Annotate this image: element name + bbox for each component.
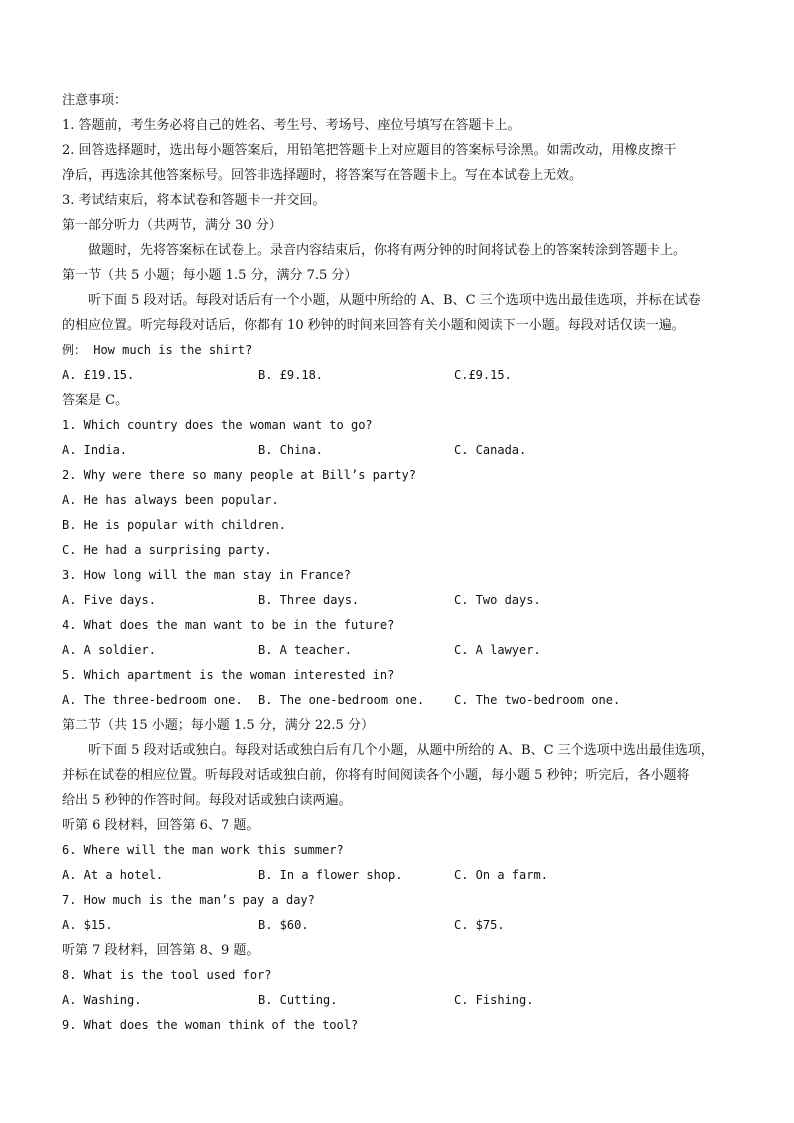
option-a: A. Five days. bbox=[62, 593, 156, 607]
option-c: C. Fishing. bbox=[454, 993, 534, 1007]
section2-intro-2: 并标在试卷的相应位置。听每段对话或独白前，你将有时间阅读各个小题，每小题 5 秒钟；听完后，各小题将 bbox=[62, 768, 690, 783]
question-7-options bbox=[62, 913, 732, 938]
question-8-options bbox=[62, 988, 732, 1013]
question-8: 8. What is the tool used for? bbox=[62, 968, 272, 982]
option-b: B. China. bbox=[258, 443, 324, 457]
option-c: C. Two days. bbox=[454, 593, 541, 607]
example-question: 例： How much is the shirt? bbox=[62, 343, 253, 357]
question-9: 9. What does the woman think of the tool? bbox=[62, 1018, 359, 1032]
question-5: 5. Which apartment is the woman interested in? bbox=[62, 668, 395, 682]
example-options bbox=[62, 363, 732, 388]
notice-item-2-cont: 净后，再选涂其他答案标号。回答非选择题时，将答案写在答题卡上。写在本试卷上无效。 bbox=[62, 168, 583, 183]
material-7-heading: 听第 7 段材料，回答第 8、9 题。 bbox=[62, 943, 260, 958]
question-6: 6. Where will the man work this summer? bbox=[62, 843, 344, 857]
notice-title: 注意事项： bbox=[62, 93, 128, 108]
question-2-option-a: A. He has always been popular. bbox=[62, 493, 279, 507]
material-6-heading: 听第 6 段材料，回答第 6、7 题。 bbox=[62, 818, 260, 833]
option-b: B. Cutting. bbox=[258, 993, 338, 1007]
question-1: 1. Which country does the woman want to go? bbox=[62, 418, 373, 432]
option-a: A. $15. bbox=[62, 918, 113, 932]
notice-item-3: 3. 考试结束后，将本试卷和答题卡一并交回。 bbox=[62, 193, 326, 208]
question-2: 2. Why were there so many people at Bill’s party? bbox=[62, 468, 417, 482]
option-a: A. A soldier. bbox=[62, 643, 156, 657]
section1-intro-1: 听下面 5 段对话。每段对话后有一个小题，从题中所给的 A、B、C 三个选项中选出最佳选项，并标在试卷 bbox=[88, 293, 701, 308]
option-b: B. $60. bbox=[258, 918, 309, 932]
question-3-options bbox=[62, 588, 732, 613]
option-c: C. $75. bbox=[454, 918, 505, 932]
option-c: C. On a farm. bbox=[454, 868, 548, 882]
option-a: A. At a hotel. bbox=[62, 868, 164, 882]
question-6-options bbox=[62, 863, 732, 888]
option-b: B. A teacher. bbox=[258, 643, 352, 657]
option-c: C. A lawyer. bbox=[454, 643, 541, 657]
question-7: 7. How much is the man’s pay a day? bbox=[62, 893, 315, 907]
option-b: B. £9.18. bbox=[258, 368, 324, 382]
part1-intro: 做题时，先将答案标在试卷上。录音内容结束后，你将有两分钟的时间将试卷上的答案转涂到答题卡上。 bbox=[88, 243, 687, 258]
exam-page bbox=[62, 88, 732, 1038]
part1-title: 第一部分听力（共两节，满分 30 分） bbox=[62, 218, 282, 233]
option-c: C. Canada. bbox=[454, 443, 527, 457]
question-2-option-c: C. He had a surprising party. bbox=[62, 543, 272, 557]
section1-intro-2: 的相应位置。听完每段对话后，你都有 10 秒钟的时间来回答有关小题和阅读下一小题。每段对话仅读一遍。 bbox=[62, 318, 685, 333]
example-answer: 答案是 C。 bbox=[62, 393, 129, 408]
question-4: 4. What does the man want to be in the future? bbox=[62, 618, 395, 632]
option-b: B. The one-bedroom one. bbox=[258, 693, 425, 707]
option-a: A. Washing. bbox=[62, 993, 142, 1007]
option-a: A. India. bbox=[62, 443, 128, 457]
question-1-options bbox=[62, 438, 732, 463]
option-b: B. In a flower shop. bbox=[258, 868, 403, 882]
question-4-options bbox=[62, 638, 732, 663]
section1-title: 第一节（共 5 小题；每小题 1.5 分，满分 7.5 分） bbox=[62, 268, 358, 283]
section2-intro-1: 听下面 5 段对话或独白。每段对话或独白后有几个小题，从题中所给的 A、B、C 三个选项中选出最佳选项， bbox=[88, 743, 714, 758]
option-a: A. The three-bedroom one. bbox=[62, 693, 243, 707]
section2-intro-3: 给出 5 秒钟的作答时间。每段对话或独白读两遍。 bbox=[62, 793, 352, 808]
option-b: B. Three days. bbox=[258, 593, 360, 607]
question-3: 3. How long will the man stay in France? bbox=[62, 568, 351, 582]
notice-item-2: 2. 回答选择题时，选出每小题答案后，用铅笔把答题卡上对应题目的答案标号涂黑。如需改动，用橡皮擦干 bbox=[62, 143, 677, 158]
question-5-options bbox=[62, 688, 732, 713]
notice-item-1: 1. 答题前，考生务必将自己的姓名、考生号、考场号、座位号填写在答题卡上。 bbox=[62, 118, 521, 133]
option-a: A. £19.15. bbox=[62, 368, 135, 382]
section2-title: 第二节（共 15 小题；每小题 1.5 分，满分 22.5 分） bbox=[62, 718, 374, 733]
option-c: C.£9.15. bbox=[454, 368, 512, 382]
question-2-option-b: B. He is popular with children. bbox=[62, 518, 286, 532]
option-c: C. The two-bedroom one. bbox=[454, 693, 621, 707]
